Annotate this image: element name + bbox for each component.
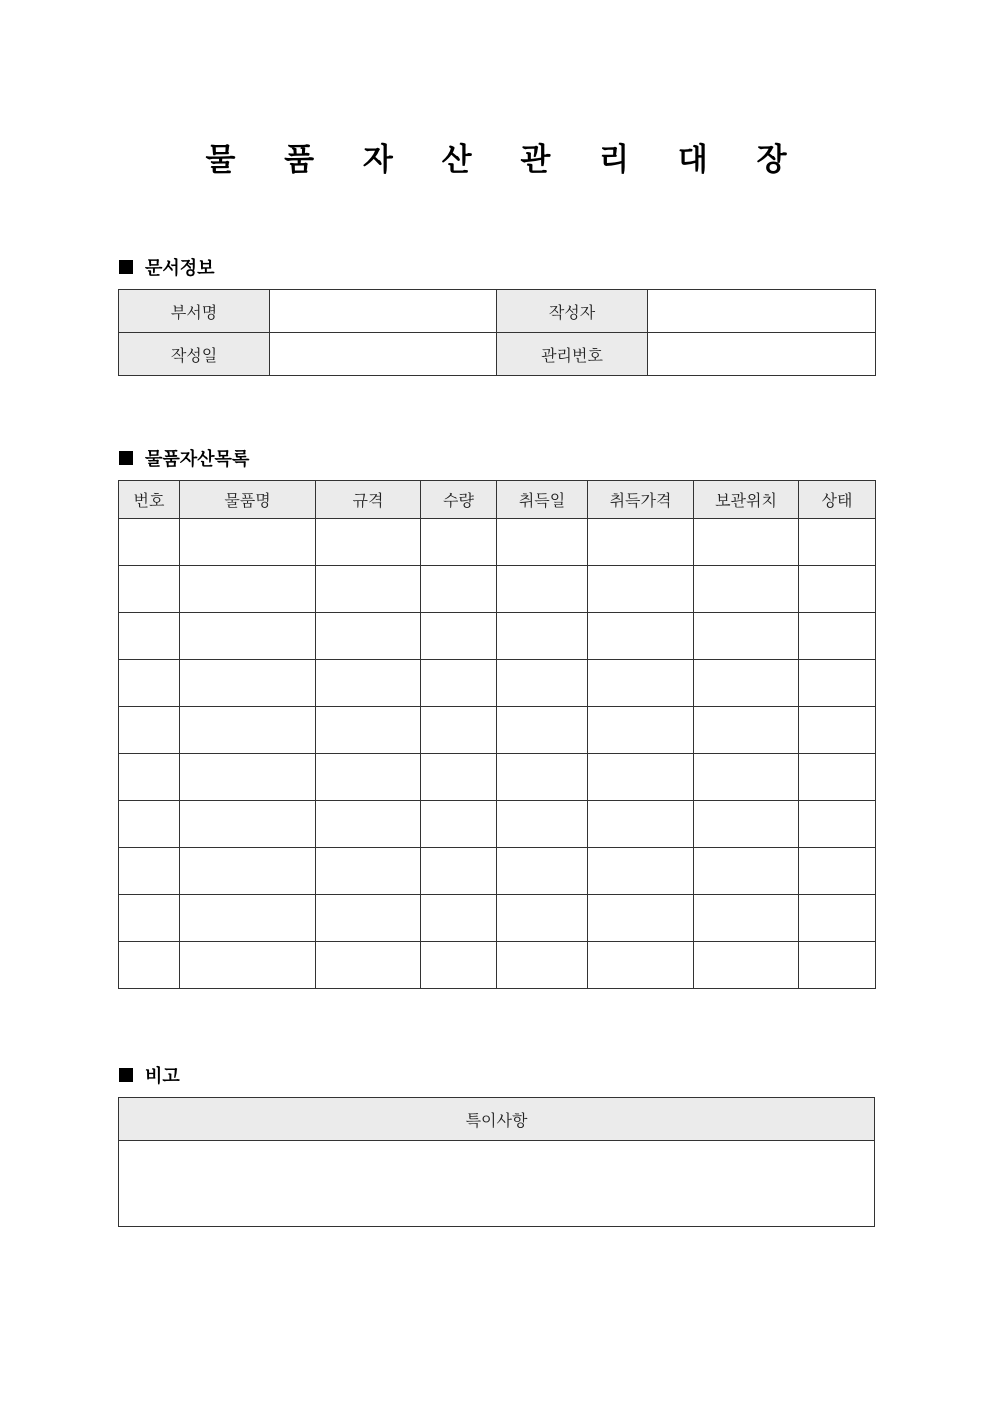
column-header-spec: 규격 — [316, 481, 421, 519]
section-heading-label: 비고 — [145, 1066, 180, 1087]
column-header-status: 상태 — [799, 481, 876, 519]
table-cell[interactable] — [588, 566, 694, 613]
table-row — [119, 519, 876, 566]
doc-info-table — [118, 289, 876, 376]
table-cell[interactable] — [497, 613, 588, 660]
table-cell[interactable] — [799, 895, 876, 942]
table-cell[interactable] — [588, 754, 694, 801]
table-cell[interactable] — [588, 660, 694, 707]
table-row — [119, 333, 876, 376]
table-cell[interactable] — [421, 895, 497, 942]
field-value-author[interactable] — [648, 290, 876, 333]
table-cell[interactable] — [799, 613, 876, 660]
column-header-acquired-date: 취득일 — [497, 481, 588, 519]
table-cell[interactable] — [316, 613, 421, 660]
table-row — [119, 707, 876, 754]
table-cell[interactable] — [497, 707, 588, 754]
table-cell[interactable] — [421, 613, 497, 660]
table-cell[interactable] — [180, 519, 316, 566]
table-cell[interactable] — [799, 707, 876, 754]
table-cell[interactable] — [119, 519, 180, 566]
column-header-location: 보관위치 — [694, 481, 799, 519]
table-cell[interactable] — [119, 707, 180, 754]
table-cell[interactable] — [694, 566, 799, 613]
table-cell[interactable] — [421, 566, 497, 613]
field-label-manage-no: 관리번호 — [497, 333, 648, 376]
table-cell[interactable] — [694, 660, 799, 707]
table-cell[interactable] — [694, 707, 799, 754]
table-cell[interactable] — [588, 848, 694, 895]
table-cell[interactable] — [316, 754, 421, 801]
square-bullet-icon — [119, 451, 133, 465]
table-cell[interactable] — [316, 519, 421, 566]
table-row — [119, 660, 876, 707]
table-cell[interactable] — [421, 519, 497, 566]
field-value-manage-no[interactable] — [648, 333, 876, 376]
table-cell[interactable] — [180, 801, 316, 848]
section-heading-doc-info — [119, 254, 215, 280]
remarks-label: 특이사항 — [119, 1098, 875, 1141]
table-cell[interactable] — [119, 754, 180, 801]
table-cell[interactable] — [694, 754, 799, 801]
table-cell[interactable] — [497, 895, 588, 942]
table-row — [119, 566, 876, 613]
table-cell[interactable] — [421, 707, 497, 754]
table-cell[interactable] — [799, 801, 876, 848]
field-value-date[interactable] — [270, 333, 497, 376]
table-cell[interactable] — [799, 519, 876, 566]
table-cell[interactable] — [497, 801, 588, 848]
table-row — [119, 290, 876, 333]
table-cell[interactable] — [421, 801, 497, 848]
table-cell[interactable] — [119, 613, 180, 660]
table-cell[interactable] — [588, 707, 694, 754]
table-cell[interactable] — [588, 613, 694, 660]
table-row — [119, 613, 876, 660]
table-cell[interactable] — [180, 754, 316, 801]
table-cell[interactable] — [694, 801, 799, 848]
table-cell[interactable] — [694, 613, 799, 660]
square-bullet-icon — [119, 1068, 133, 1082]
table-cell[interactable] — [588, 942, 694, 989]
field-label-author: 작성자 — [497, 290, 648, 333]
column-header-quantity: 수량 — [421, 481, 497, 519]
table-cell[interactable] — [588, 801, 694, 848]
asset-list-body — [119, 519, 876, 989]
table-row — [119, 1141, 875, 1227]
table-cell[interactable] — [119, 660, 180, 707]
table-cell[interactable] — [119, 566, 180, 613]
table-cell[interactable] — [497, 566, 588, 613]
field-label-department: 부서명 — [119, 290, 270, 333]
table-cell[interactable] — [119, 848, 180, 895]
table-cell[interactable] — [799, 942, 876, 989]
table-header-row — [119, 1098, 875, 1141]
table-cell[interactable] — [316, 660, 421, 707]
table-cell[interactable] — [588, 895, 694, 942]
table-cell[interactable] — [180, 848, 316, 895]
square-bullet-icon — [119, 260, 133, 274]
table-cell[interactable] — [119, 942, 180, 989]
table-cell[interactable] — [180, 895, 316, 942]
table-cell[interactable] — [316, 942, 421, 989]
table-cell[interactable] — [497, 848, 588, 895]
table-cell[interactable] — [316, 566, 421, 613]
table-cell[interactable] — [119, 895, 180, 942]
table-cell[interactable] — [694, 519, 799, 566]
table-cell[interactable] — [497, 519, 588, 566]
column-header-item-name: 물품명 — [180, 481, 316, 519]
table-cell[interactable] — [588, 519, 694, 566]
table-cell[interactable] — [421, 942, 497, 989]
column-header-acquired-price: 취득가격 — [588, 481, 694, 519]
table-cell[interactable] — [799, 754, 876, 801]
table-cell[interactable] — [180, 707, 316, 754]
table-row — [119, 848, 876, 895]
table-cell[interactable] — [180, 566, 316, 613]
section-heading-label: 문서정보 — [145, 258, 215, 279]
table-cell[interactable] — [421, 660, 497, 707]
table-cell[interactable] — [694, 942, 799, 989]
section-heading-asset-list — [119, 445, 249, 471]
table-cell[interactable] — [316, 895, 421, 942]
table-cell[interactable] — [694, 895, 799, 942]
table-header-row — [119, 481, 876, 519]
table-row — [119, 801, 876, 848]
column-header-no: 번호 — [119, 481, 180, 519]
table-cell[interactable] — [316, 707, 421, 754]
table-cell[interactable] — [799, 848, 876, 895]
section-heading-remarks — [119, 1062, 180, 1088]
page-title: 물 품 자 산 관 리 대 장 — [205, 142, 806, 178]
table-row — [119, 942, 876, 989]
table-cell[interactable] — [180, 613, 316, 660]
table-cell[interactable] — [316, 801, 421, 848]
table-row — [119, 895, 876, 942]
table-cell[interactable] — [421, 848, 497, 895]
table-cell[interactable] — [316, 848, 421, 895]
remarks-table — [118, 1097, 875, 1227]
table-row — [119, 754, 876, 801]
table-cell[interactable] — [119, 801, 180, 848]
field-label-date: 작성일 — [119, 333, 270, 376]
table-cell[interactable] — [421, 754, 497, 801]
asset-list-table — [118, 480, 876, 989]
table-cell[interactable] — [799, 566, 876, 613]
table-cell[interactable] — [497, 942, 588, 989]
table-cell[interactable] — [180, 660, 316, 707]
remarks-content[interactable] — [119, 1141, 875, 1227]
table-cell[interactable] — [799, 660, 876, 707]
table-cell[interactable] — [694, 848, 799, 895]
table-cell[interactable] — [497, 754, 588, 801]
table-cell[interactable] — [497, 660, 588, 707]
section-heading-label: 물품자산목록 — [145, 449, 250, 470]
table-cell[interactable] — [180, 942, 316, 989]
field-value-department[interactable] — [270, 290, 497, 333]
